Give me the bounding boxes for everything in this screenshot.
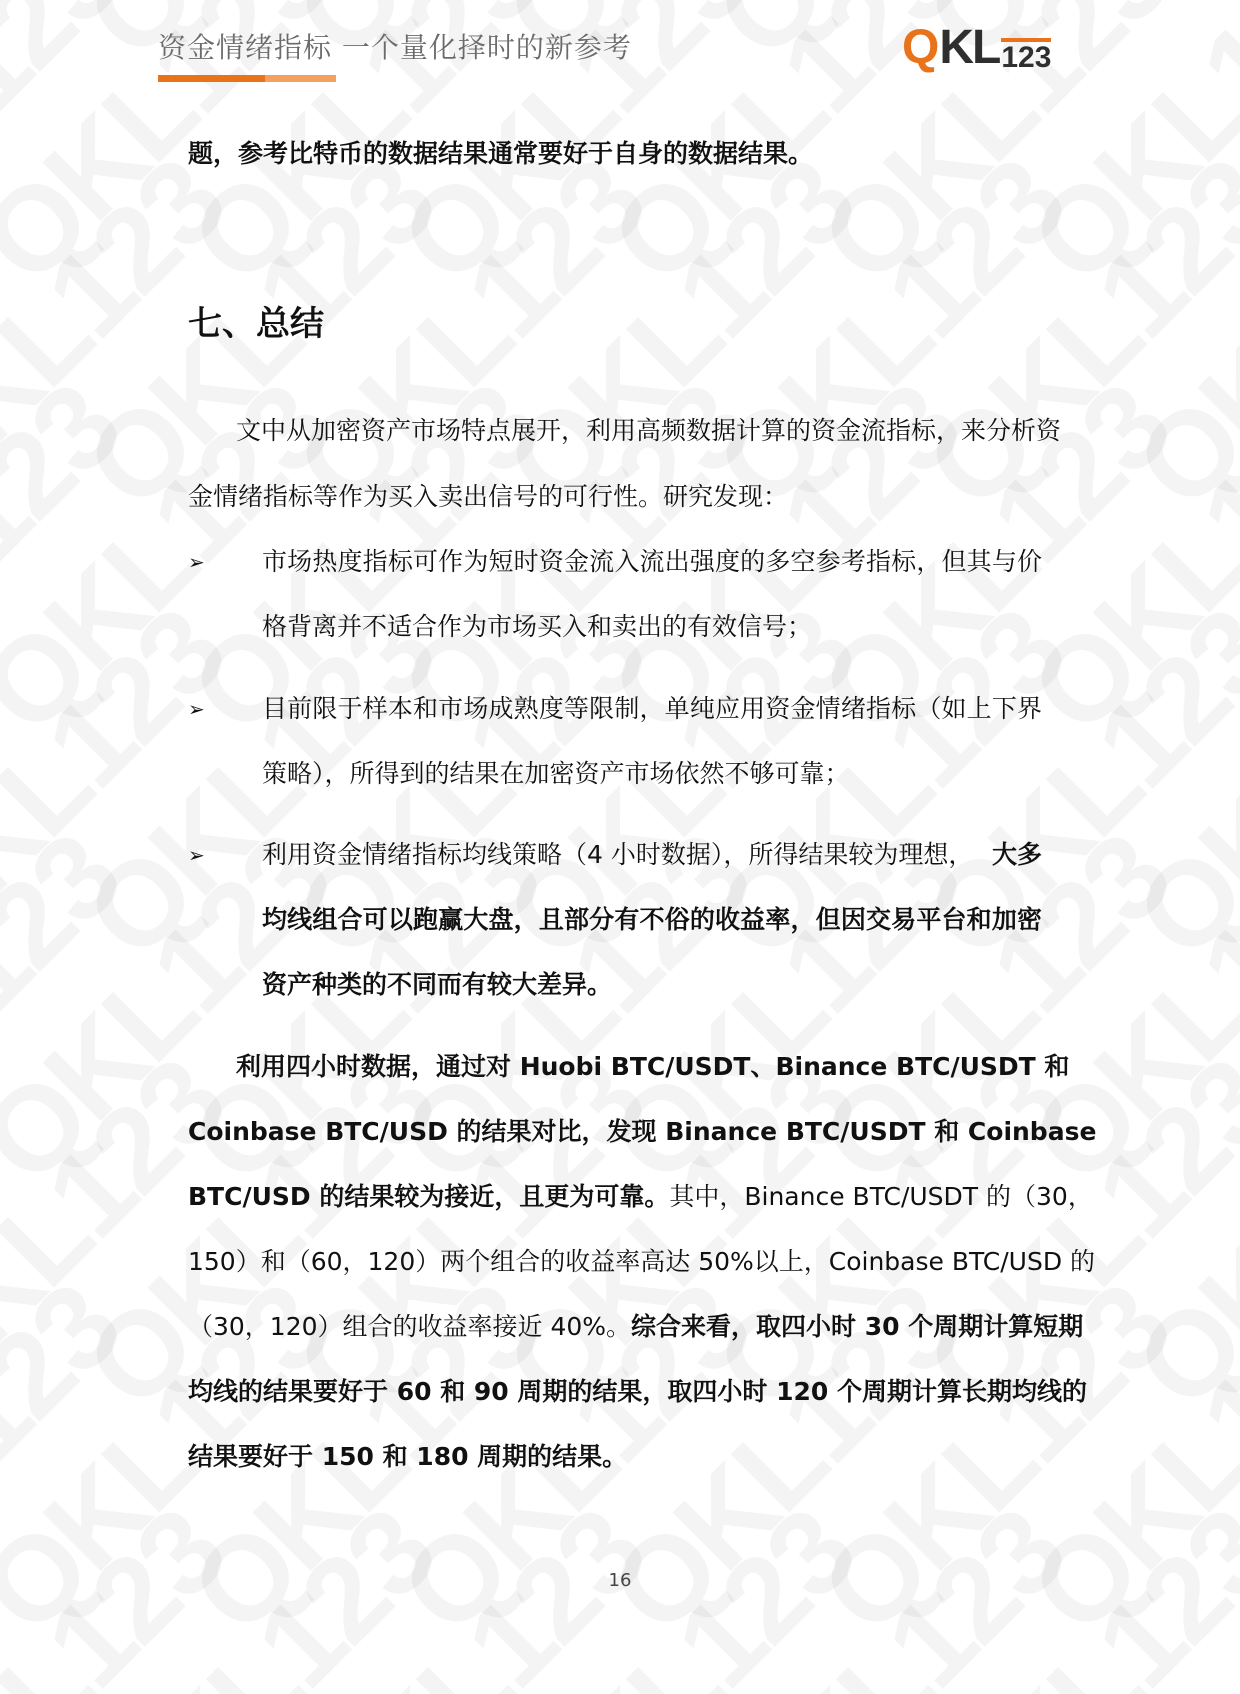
- watermark-tile: [689, 133, 1090, 534]
- carry-over-line: 题，参考比特币的数据结果通常要好于自身的数据结果。: [188, 139, 814, 168]
- bullet-3-line-3: 资产种类的不同而有较大差异。: [262, 970, 613, 999]
- bullet-3-line-2: 均线组合可以跑赢大盘，且部分有不俗的收益率，但因交易平台和加密: [262, 905, 1042, 934]
- summary-line-5-text: （30，120）组合的收益率接近 40%。: [188, 1312, 632, 1341]
- watermark-tile: [0, 358, 145, 759]
- watermark-tile: [0, 0, 40, 85]
- watermark-tile: [1109, 583, 1240, 984]
- bullet-marker-3: ➢: [188, 843, 205, 867]
- logo-q: Q: [902, 21, 940, 74]
- watermark-tile: [479, 133, 880, 534]
- watermark-tile: [1109, 133, 1240, 534]
- summary-line-3-bold: BTC/USD 的结果较为接近，且更为可靠。: [188, 1182, 670, 1211]
- section-heading: 七、总结: [188, 304, 324, 344]
- logo-number: 123: [1001, 38, 1051, 73]
- bullet-marker-2: ➢: [188, 697, 205, 721]
- bullet-1-line-2: 格背离并不适合作为市场买入和卖出的有效信号；: [262, 612, 813, 641]
- bullet-3-line-1-bold: 大多: [991, 840, 1042, 869]
- page-number: 16: [608, 1570, 632, 1591]
- bullet-3-line-1: [262, 838, 1042, 872]
- summary-line-5-bold: 综合来看，取四小时 30 个周期计算短期: [631, 1312, 1084, 1341]
- bullet-2-line-1: 目前限于样本和市场成熟度等限制，单纯应用资金情绪指标（如上下界: [262, 694, 1042, 723]
- watermark-tile: [0, 808, 145, 1209]
- summary-line-3-text: 其中，Binance BTC/USDT 的（30，: [669, 1182, 1093, 1211]
- intro-line-2: 金情绪指标等作为买入卖出信号的可行性。研究发现：: [188, 482, 789, 511]
- bullet-2-line-2: 策略），所得到的结果在加密资产市场依然不够可靠；: [262, 759, 850, 788]
- watermark-tile: [899, 133, 1240, 534]
- watermark-tile: [0, 583, 250, 984]
- watermark-tile: [0, 0, 145, 310]
- summary-line-5: [188, 1310, 1084, 1344]
- header-accent-bar: [158, 75, 336, 82]
- summary-line-7: 结果要好于 150 和 180 周期的结果。: [188, 1442, 628, 1471]
- bullet-3-line-1-text: 利用资金情绪指标均线策略（4 小时数据），所得结果较为理想，: [262, 840, 974, 869]
- summary-line-4: 150）和（60，120）两个组合的收益率高达 50%以上，Coinbase BTC/USD 的: [188, 1247, 1096, 1276]
- intro-line-1: 文中从加密资产市场特点展开，利用高频数据计算的资金流指标，来分析资: [236, 416, 1062, 445]
- summary-line-1: 利用四小时数据，通过对 Huobi BTC/USDT、Binance BTC/USDT 和: [236, 1052, 1070, 1081]
- bullet-1-line-1: 市场热度指标可作为短时资金流入流出强度的多空参考指标，但其与价: [262, 547, 1042, 576]
- bullet-marker-1: ➢: [188, 550, 205, 574]
- watermark-tile: [1109, 1033, 1240, 1434]
- header-title: 资金情绪指标 一个量化择时的新参考: [158, 31, 632, 64]
- summary-line-3: [188, 1180, 1093, 1214]
- watermark-tile: [0, 1258, 145, 1659]
- qkl123-logo: [902, 22, 1072, 74]
- logo-kl: KL: [939, 21, 1000, 74]
- summary-line-6: 均线的结果要好于 60 和 90 周期的结果，取四小时 120 个周期计算长期均线的: [188, 1377, 1087, 1406]
- summary-line-2: Coinbase BTC/USD 的结果对比，发现 Binance BTC/USDT 和 Coinbase: [188, 1117, 1097, 1146]
- watermark-tile: [269, 133, 670, 534]
